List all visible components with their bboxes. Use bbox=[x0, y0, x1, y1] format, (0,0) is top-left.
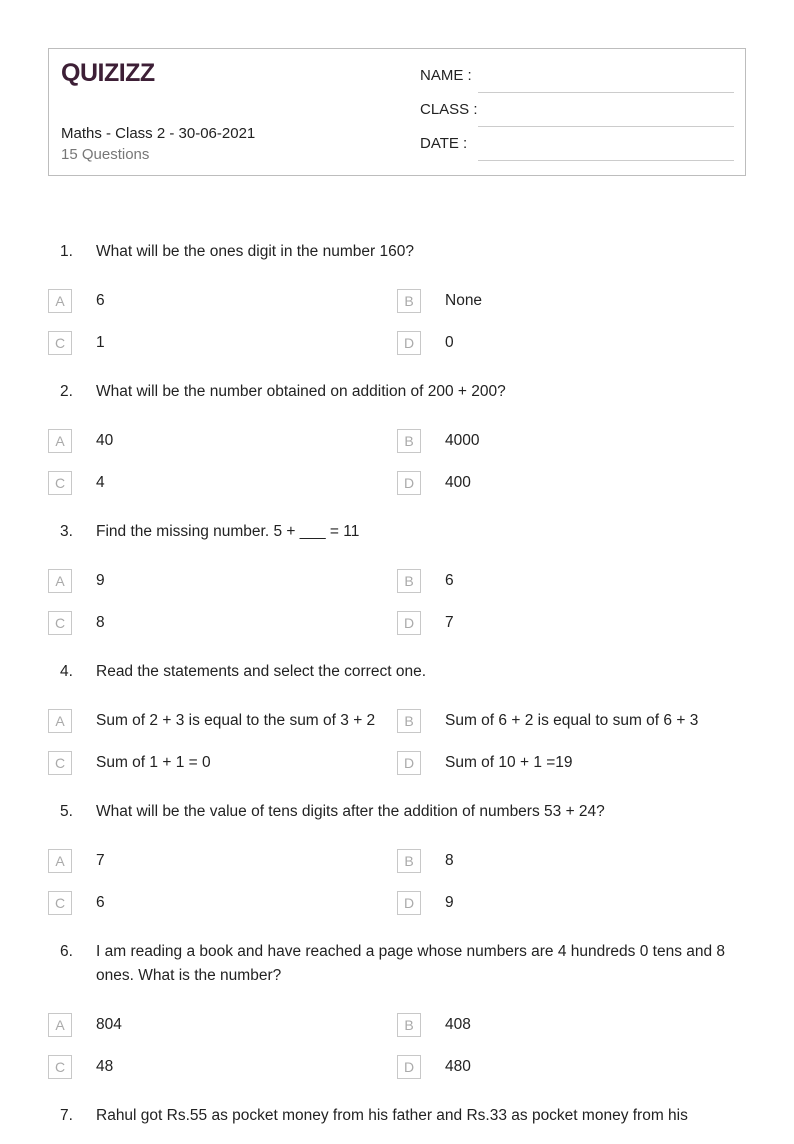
option-row bbox=[0, 1004, 794, 1046]
question-text bbox=[0, 520, 794, 544]
option-text: 8 bbox=[445, 852, 454, 869]
question-number: 5. bbox=[60, 803, 73, 820]
question-label: What will be the number obtained on addition of 200 + 200? bbox=[96, 383, 506, 400]
question-number: 4. bbox=[60, 663, 73, 680]
option-text: 6 bbox=[96, 292, 105, 309]
option-text: 804 bbox=[96, 1016, 122, 1033]
question-number: 3. bbox=[60, 523, 73, 540]
question bbox=[0, 940, 794, 1088]
question-text bbox=[0, 240, 794, 264]
option-letter-box: B bbox=[397, 569, 421, 593]
option-letter-box: D bbox=[397, 1055, 421, 1079]
question-label: What will be the value of tens digits after the addition of numbers 53 + 24? bbox=[96, 803, 605, 820]
option-letter-box: B bbox=[397, 849, 421, 873]
option-text: 4000 bbox=[445, 432, 480, 449]
question-label: Read the statements and select the correct one. bbox=[96, 663, 426, 680]
answer-option[interactable] bbox=[48, 471, 397, 495]
question-label: Find the missing number. 5 + ___ = 11 bbox=[96, 523, 360, 540]
option-text: Sum of 1 + 1 = 0 bbox=[96, 754, 211, 771]
answer-option[interactable] bbox=[397, 1013, 746, 1037]
option-letter-box: A bbox=[48, 429, 72, 453]
answer-option[interactable] bbox=[397, 429, 746, 453]
answer-option[interactable] bbox=[48, 429, 397, 453]
answer-option[interactable] bbox=[48, 289, 397, 313]
question bbox=[0, 660, 794, 784]
question-label: Rahul got Rs.55 as pocket money from his father and Rs.33 as pocket money from his bbox=[96, 1107, 688, 1124]
answer-option[interactable] bbox=[397, 569, 746, 593]
option-letter-box: A bbox=[48, 289, 72, 313]
option-letter-box: C bbox=[48, 1055, 72, 1079]
option-text: 0 bbox=[445, 334, 454, 351]
option-letter-box: C bbox=[48, 331, 72, 355]
option-row bbox=[0, 602, 794, 644]
question bbox=[0, 1104, 794, 1128]
option-text: 4 bbox=[96, 474, 105, 491]
option-text: 48 bbox=[96, 1058, 114, 1075]
option-text: 408 bbox=[445, 1016, 471, 1033]
class-label: CLASS : bbox=[420, 101, 478, 118]
option-text: Sum of 6 + 2 is equal to sum of 6 + 3 bbox=[445, 712, 699, 729]
option-letter-box: D bbox=[397, 331, 421, 355]
answer-option[interactable] bbox=[48, 1055, 397, 1079]
option-letter-box: A bbox=[48, 849, 72, 873]
option-letter-box: C bbox=[48, 611, 72, 635]
option-letter-box: D bbox=[397, 891, 421, 915]
answer-option[interactable] bbox=[48, 611, 397, 635]
question bbox=[0, 800, 794, 924]
answer-option[interactable] bbox=[48, 751, 397, 775]
option-text: Sum of 10 + 1 =19 bbox=[445, 754, 573, 771]
option-letter-box: C bbox=[48, 751, 72, 775]
option-letter-box: B bbox=[397, 1013, 421, 1037]
option-text: 7 bbox=[96, 852, 105, 869]
question-label: What will be the ones digit in the number 160? bbox=[96, 243, 414, 260]
option-row bbox=[0, 700, 794, 742]
option-row bbox=[0, 742, 794, 784]
option-text: Sum of 2 + 3 is equal to the sum of 3 + 2 bbox=[96, 712, 376, 729]
worksheet-header bbox=[48, 48, 746, 176]
answer-option[interactable] bbox=[397, 331, 746, 355]
option-text: 1 bbox=[96, 334, 105, 351]
option-letter-box: C bbox=[48, 471, 72, 495]
question-count: 15 Questions bbox=[61, 146, 150, 163]
quizizz-logo: QUIZIZZ bbox=[61, 59, 155, 87]
name-label: NAME : bbox=[420, 67, 472, 84]
date-line bbox=[478, 160, 734, 161]
question-number: 6. bbox=[60, 943, 73, 960]
question-list bbox=[0, 240, 794, 1144]
option-text: 6 bbox=[445, 572, 454, 589]
question bbox=[0, 380, 794, 504]
class-field[interactable] bbox=[420, 101, 734, 125]
date-field[interactable] bbox=[420, 135, 734, 159]
answer-option[interactable] bbox=[397, 471, 746, 495]
option-row bbox=[0, 840, 794, 882]
question-text bbox=[0, 940, 794, 988]
question-text bbox=[0, 1104, 794, 1128]
question-text bbox=[0, 800, 794, 824]
option-text: 8 bbox=[96, 614, 105, 631]
class-line bbox=[478, 126, 734, 127]
answer-option[interactable] bbox=[48, 709, 397, 733]
option-row bbox=[0, 462, 794, 504]
option-text: 400 bbox=[445, 474, 471, 491]
option-row bbox=[0, 1046, 794, 1088]
answer-option[interactable] bbox=[48, 331, 397, 355]
question-number: 7. bbox=[60, 1107, 73, 1124]
answer-option[interactable] bbox=[397, 611, 746, 635]
option-letter-box: B bbox=[397, 709, 421, 733]
question bbox=[0, 520, 794, 644]
answer-option[interactable] bbox=[397, 289, 746, 313]
question-text bbox=[0, 660, 794, 684]
option-text: 40 bbox=[96, 432, 114, 449]
option-letter-box: B bbox=[397, 289, 421, 313]
option-row bbox=[0, 420, 794, 462]
question-number: 1. bbox=[60, 243, 73, 260]
option-letter-box: A bbox=[48, 709, 72, 733]
option-text: 9 bbox=[96, 572, 105, 589]
option-text: 7 bbox=[445, 614, 454, 631]
option-letter-box: C bbox=[48, 891, 72, 915]
option-text: 480 bbox=[445, 1058, 471, 1075]
answer-option[interactable] bbox=[397, 891, 746, 915]
option-letter-box: D bbox=[397, 751, 421, 775]
option-letter-box: B bbox=[397, 429, 421, 453]
option-row bbox=[0, 560, 794, 602]
option-letter-box: A bbox=[48, 1013, 72, 1037]
question bbox=[0, 240, 794, 364]
option-text: 9 bbox=[445, 894, 454, 911]
question-number: 2. bbox=[60, 383, 73, 400]
answer-option[interactable] bbox=[397, 751, 746, 775]
option-row bbox=[0, 882, 794, 924]
answer-option[interactable] bbox=[397, 1055, 746, 1079]
name-field[interactable] bbox=[420, 67, 734, 91]
option-text: 6 bbox=[96, 894, 105, 911]
answer-option[interactable] bbox=[48, 849, 397, 873]
option-letter-box: D bbox=[397, 611, 421, 635]
option-row bbox=[0, 280, 794, 322]
answer-option[interactable] bbox=[397, 709, 746, 733]
option-letter-box: D bbox=[397, 471, 421, 495]
question-label: I am reading a book and have reached a page whose numbers are 4 hundreds 0 tens and 8 ones. What is the number? bbox=[96, 943, 726, 984]
answer-option[interactable] bbox=[48, 569, 397, 593]
answer-option[interactable] bbox=[397, 849, 746, 873]
answer-option[interactable] bbox=[48, 891, 397, 915]
option-text: None bbox=[445, 292, 483, 309]
worksheet-title: Maths - Class 2 - 30-06-2021 bbox=[61, 125, 256, 142]
option-row bbox=[0, 322, 794, 364]
answer-option[interactable] bbox=[48, 1013, 397, 1037]
option-letter-box: A bbox=[48, 569, 72, 593]
date-label: DATE : bbox=[420, 135, 468, 152]
name-line bbox=[478, 92, 734, 93]
question-text bbox=[0, 380, 794, 404]
